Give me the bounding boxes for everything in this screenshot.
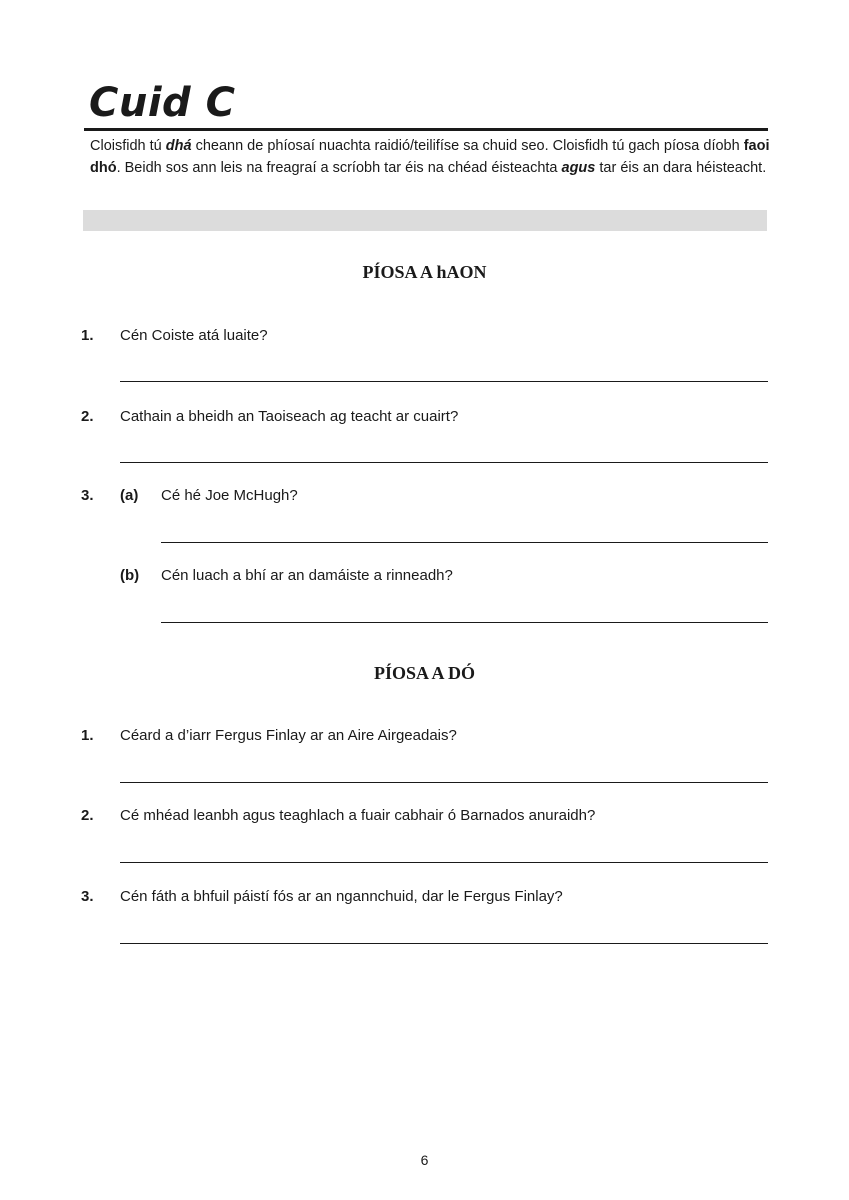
intro-emphasis-faoi-dho: faoi dhó (90, 138, 770, 176)
question-text: Cé mhéad leanbh agus teaghlach a fuair cabhair ó Barnados anuraidh? (120, 807, 596, 824)
answer-line[interactable] (120, 782, 768, 783)
answer-line[interactable] (120, 862, 768, 863)
question-text: Cé hé Joe McHugh? (161, 487, 298, 504)
section-heading-piosa-a-haon: PÍOSA A hAON (362, 262, 487, 282)
answer-line[interactable] (120, 943, 768, 944)
question-text: Cathain a bheidh an Taoiseach ag teacht ar cuairt? (120, 408, 459, 425)
intro-paragraph (90, 135, 770, 179)
page-title: Cuid C (89, 80, 236, 126)
answer-line[interactable] (120, 381, 768, 382)
answer-line[interactable] (161, 542, 768, 543)
answer-line[interactable] (161, 622, 768, 623)
question-number: 3. (81, 888, 94, 905)
section-divider-bar (83, 210, 767, 231)
sub-question-label: (a) (120, 487, 139, 504)
intro-emphasis-agus: agus (561, 160, 596, 176)
question-number: 3. (81, 487, 94, 504)
question-text: Cén luach a bhí ar an damáiste a rinneadh? (161, 567, 453, 584)
answer-line[interactable] (120, 462, 768, 463)
intro-emphasis-dha: dhá (165, 138, 192, 154)
question-text: Céard a d’iarr Fergus Finlay ar an Aire Airgeadais? (120, 727, 457, 744)
question-text: Cén fáth a bhfuil páistí fós ar an ngannchuid, dar le Fergus Finlay? (120, 888, 563, 905)
question-number: 1. (81, 727, 94, 744)
question-text: Cén Coiste atá luaite? (120, 327, 268, 344)
intro-text-2: cheann de phíosaí nuachta raidió/teilifíse sa chuid seo. Cloisfidh tú gach píosa díobh (191, 138, 744, 154)
section-heading-piosa-a-do: PÍOSA A DÓ (373, 663, 476, 683)
title-underline (84, 128, 768, 131)
intro-text-1: Cloisfidh tú (90, 138, 166, 154)
question-number: 1. (81, 327, 94, 344)
page-number: 6 (420, 1152, 429, 1168)
question-number: 2. (81, 807, 94, 824)
question-number: 2. (81, 408, 94, 425)
intro-text-3: . Beidh sos ann leis na freagraí a scríobh tar éis na chéad éisteachta (116, 160, 562, 176)
sub-question-label: (b) (120, 567, 140, 584)
intro-text-4: tar éis an dara héisteacht. (595, 160, 767, 176)
